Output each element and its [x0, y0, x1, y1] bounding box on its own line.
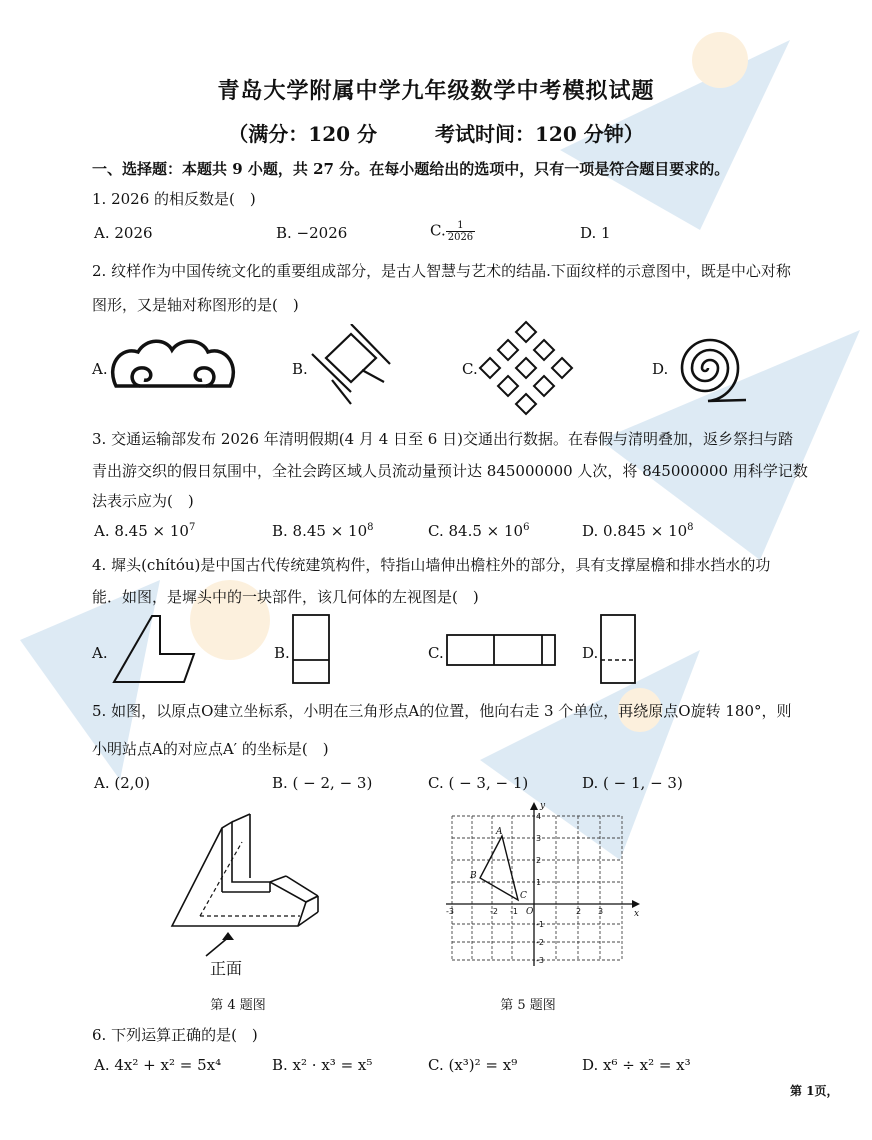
spiral-pattern-icon	[668, 326, 748, 410]
q3-option-c	[428, 522, 529, 540]
q1-option-b: B. −2026	[276, 224, 348, 242]
q4-label-a: A.	[92, 644, 108, 662]
q5-option-c: C. ( − 3, − 1)	[428, 774, 529, 792]
q3-option-a	[94, 522, 195, 540]
q4-option-d-shape	[600, 614, 640, 686]
x-tick: -3	[446, 907, 454, 916]
x-tick: 3	[598, 907, 604, 916]
figure-4-caption: 第 4 题图	[210, 998, 266, 1013]
q5-option-d: D. ( − 1, − 3)	[582, 774, 683, 792]
q3-line3: 法表示应为( )	[92, 492, 194, 510]
time-info: 考试时间：120 分钟）	[435, 122, 644, 146]
y-tick: -1	[536, 920, 544, 929]
x-tick: -1	[510, 907, 518, 916]
q4-label-d: D.	[582, 644, 599, 662]
q3-option-b-text: B. 8.45 × 10	[272, 522, 368, 540]
q5-option-b: B. ( − 2, − 3)	[272, 774, 373, 792]
q3-option-d-text: D. 0.845 × 10	[582, 522, 688, 540]
q1-fraction-num: 1	[446, 220, 475, 232]
x-axis-label: x	[634, 909, 640, 919]
q6-option-d: D. x⁶ ÷ x² = x³	[582, 1056, 691, 1074]
point-b-label: B	[470, 871, 477, 881]
q5-line1: 5. 如图，以原点O建立坐标系，小明在三角形点A的位置，他向右走 3 个单位，再绕原点O旋转 180°，则	[92, 702, 792, 720]
q1-option-a: A. 2026	[94, 224, 153, 242]
point-a-label: A	[496, 827, 503, 837]
q1-fraction	[446, 220, 475, 243]
x-tick: 2	[576, 907, 582, 916]
q2-label-c: C.	[462, 360, 478, 378]
q1-fraction-den: 2026	[447, 232, 474, 243]
y-tick: 4	[536, 812, 542, 821]
q6-option-c: C. (x³)² = x⁹	[428, 1056, 518, 1074]
page-footer: 第 1页，	[790, 1084, 839, 1098]
y-tick: 1	[536, 878, 542, 887]
exam-subtitle	[0, 118, 872, 147]
q1-option-d: D. 1	[580, 224, 611, 242]
y-axis-label: y	[540, 801, 546, 811]
q3-option-a-exp: 7	[188, 522, 196, 533]
q4-option-b-shape	[292, 614, 332, 686]
q4-line2: 能．如图，是墀头中的一块部件，该几何体的左视图是( )	[92, 588, 479, 606]
y-tick: 3	[536, 834, 542, 843]
origin-label: O	[526, 907, 534, 917]
q5-option-a: A. (2,0)	[94, 774, 150, 792]
q3-option-d	[582, 522, 694, 540]
q2-label-d: D.	[652, 360, 669, 378]
q5-line2: 小明站点A的对应点A′ 的坐标是( )	[92, 740, 329, 758]
q1-option-c-prefix: C.	[430, 221, 446, 240]
q4-option-c-shape	[446, 634, 558, 668]
q1-stem: 1. 2026 的相反数是( )	[92, 190, 256, 208]
q4-line1: 4. 墀头(chítóu)是中国古代传统建筑构件，特指山墙伸出檐柱外的部分，具有支撑屋檐和排水挡水的功	[92, 556, 771, 574]
figure-5-caption: 第 5 题图	[500, 998, 556, 1013]
q2-line2: 图形，又是轴对称图形的是( )	[92, 296, 299, 314]
figure-4-solid	[170, 808, 330, 978]
q2-line1: 2. 纹样作为中国传统文化的重要组成部分，是古人智慧与艺术的结晶.下面纹样的示意图中，既是中心对称	[92, 262, 791, 280]
section-header: 一、选择题：本题共 9 小题，共 27 分。在每小题给出的选项中，只有一项是符合题目要求的。	[92, 160, 730, 178]
y-tick: -2	[536, 938, 544, 947]
square-knot-pattern-icon	[310, 324, 392, 406]
q6-option-a: A. 4x² + x² = 5x⁴	[94, 1056, 222, 1074]
q6-stem: 6. 下列运算正确的是( )	[92, 1026, 258, 1044]
q3-line1: 3. 交通运输部发布 2026 年清明假期(4 月 4 日至 6 日)交通出行数据。在春假与清明叠加，返乡祭扫与踏	[92, 430, 793, 448]
score-info: （满分：120 分	[228, 122, 377, 146]
point-c-label: C	[520, 891, 527, 901]
y-tick: 2	[536, 856, 542, 865]
q4-label-b: B.	[274, 644, 290, 662]
y-tick: -3	[536, 956, 544, 965]
q6-option-b: B. x² · x³ = x⁵	[272, 1056, 373, 1074]
x-tick: -2	[490, 907, 498, 916]
diamond-lattice-pattern-icon	[478, 320, 574, 416]
q3-option-d-exp: 8	[687, 522, 694, 533]
q4-label-c: C.	[428, 644, 444, 662]
figure-5-grid	[440, 800, 644, 970]
front-view-label: 正面	[210, 961, 243, 978]
q3-option-c-exp: 6	[523, 522, 530, 533]
q3-line2: 青出游交织的假日氛围中，全社会跨区域人员流动量预计达 845000000 人次，将 845000000 用科学记数	[92, 462, 808, 480]
q3-option-b	[272, 522, 374, 540]
q3-option-c-text: C. 84.5 × 10	[428, 522, 524, 540]
q2-label-a: A.	[92, 360, 108, 378]
q3-option-a-text: A. 8.45 × 10	[94, 522, 189, 540]
q4-option-a-shape	[112, 614, 196, 684]
q2-label-b: B.	[292, 360, 308, 378]
q3-option-b-exp: 8	[367, 522, 374, 533]
q1-option-c	[430, 220, 475, 243]
cloud-pattern-icon	[108, 336, 238, 396]
exam-title: 青岛大学附属中学九年级数学中考模拟试题	[217, 78, 655, 104]
